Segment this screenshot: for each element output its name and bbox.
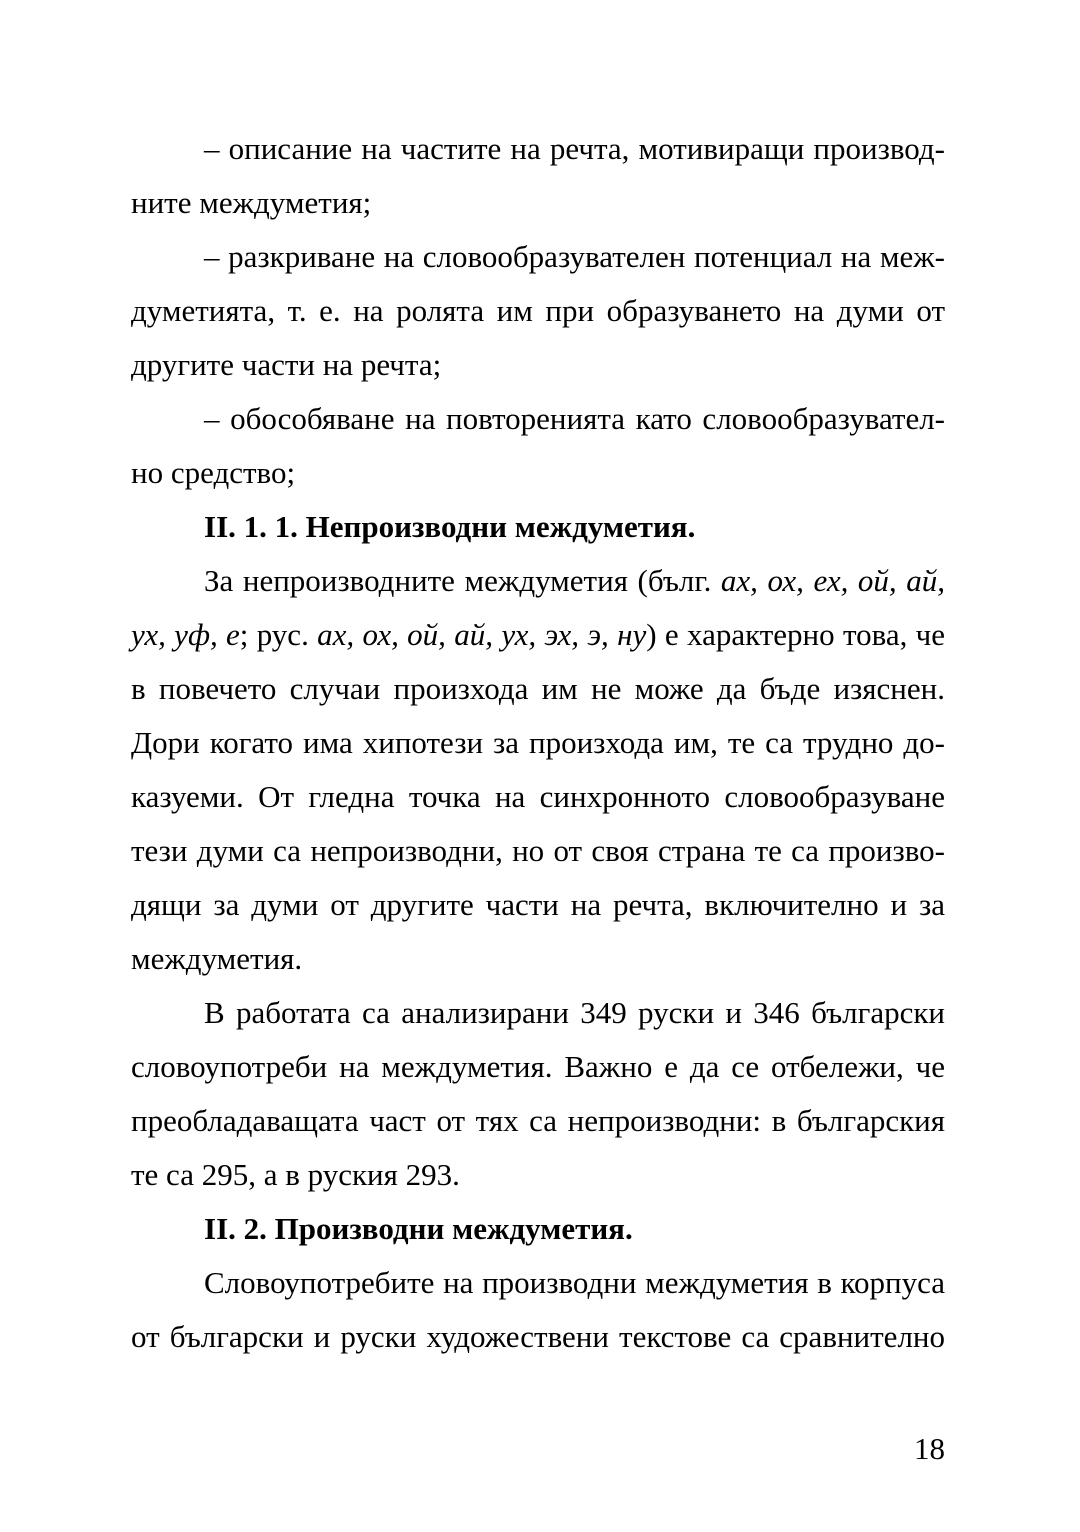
- text-run: ; рус.: [239, 617, 318, 652]
- paragraph-line: – обособяване на повторенията като словообразувател-: [204, 401, 945, 436]
- paragraph-line: в повечето случаи произхода им не може да бъде изяснен.: [131, 671, 945, 706]
- section-heading: II. 1. 1. Непроизводни междуметия.: [204, 509, 696, 544]
- text-run: ) е характерно това, че: [646, 617, 946, 652]
- text-run: За непроизводните междуметия (бълг.: [204, 563, 721, 598]
- paragraph-line: [131, 554, 945, 608]
- paragraph-line: [131, 608, 945, 662]
- paragraph-line: другите части на речта;: [131, 347, 442, 382]
- italic-example: ах, ох, ой, ай, ух, эх, э, ну: [317, 617, 647, 652]
- paragraph-line: те са 295, а в руския 293.: [131, 1157, 460, 1192]
- paragraph-line: казуеми. От гледна точка на синхронното словообразуване: [131, 779, 945, 814]
- paragraph-line: преобладаващата част от тях са непроизводни: в българския: [131, 1103, 945, 1138]
- italic-example: ух, уф, е: [131, 617, 240, 652]
- paragraph-line: – разкриване на словообразувателен потенциал на меж-: [204, 239, 945, 274]
- paragraph-line: – описание на частите на речта, мотивиращи производ-: [204, 131, 945, 166]
- paragraph-line: междуметия.: [131, 941, 303, 976]
- paragraph-line: Дори когато има хипотези за произхода им, те са трудно до-: [131, 725, 945, 760]
- italic-example: ах, ох, ех, ой, ай,: [720, 563, 945, 598]
- paragraph-line: от български и руски художествени текстове са сравнително: [131, 1319, 945, 1354]
- paragraph-line: но средство;: [131, 455, 296, 490]
- paragraph-line: дящи за думи от другите части на речта, включително и за: [131, 887, 945, 922]
- paragraph-line: Словоупотребите на производни междуметия в корпуса: [204, 1265, 945, 1300]
- paragraph-line: думетията, т. е. на ролята им при образуването на думи от: [131, 293, 945, 328]
- paragraph-line: тези думи са непроизводни, но от своя страна те са произво-: [131, 833, 945, 868]
- paragraph-line: ните междуметия;: [131, 185, 372, 220]
- paragraph-line: словоупотреби на междуметия. Важно е да се отбележи, че: [131, 1049, 945, 1084]
- section-heading: II. 2. Производни междуметия.: [204, 1211, 633, 1246]
- paragraph-line: В работата са анализирани 349 руски и 346 български: [204, 995, 945, 1030]
- page-number: 18: [914, 1431, 945, 1466]
